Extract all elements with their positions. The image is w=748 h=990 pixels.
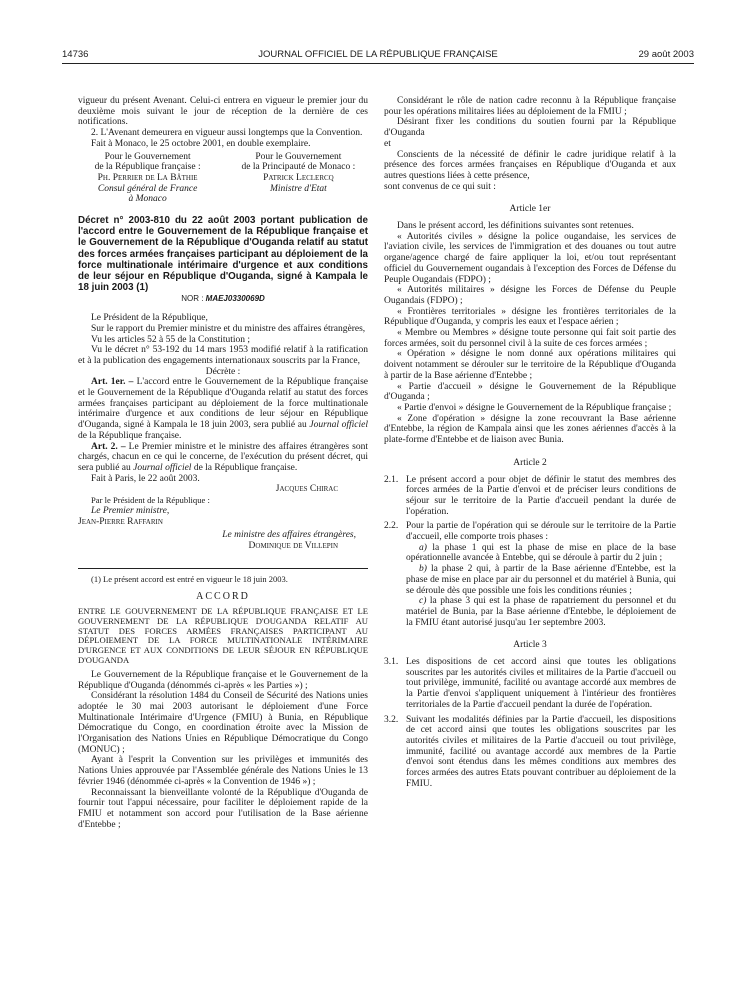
item-label: b): [419, 564, 427, 575]
article-text: de la République française.: [78, 430, 182, 441]
signature-france: [78, 152, 217, 206]
pm-title: Le Premier ministre,: [91, 505, 170, 516]
definition: « Frontières territoriales » désigne les frontières territoriales de la République d'Ouganda, y compris les eaux et l'espace aérien ;: [384, 306, 676, 328]
item-label: a): [419, 542, 427, 553]
page-header: [62, 49, 694, 63]
left-column: [78, 96, 368, 830]
article-label: Art. 2. –: [91, 441, 126, 452]
article-1-title: Article 1er: [509, 204, 551, 215]
item-text: la phase 1 qui est la phase de mise en place de la base opérationnelle avancée à Entebbe, qui se déroule à partir du 2 juin ;: [406, 542, 676, 564]
paragraph: Sur le rapport du Premier ministre et du ministre des affaires étrangères,: [91, 323, 366, 334]
paragraph: Dans le présent accord, les définitions suivantes sont retenues.: [397, 221, 634, 232]
mae-name: Dominique de Villepin: [248, 540, 338, 551]
signatures-monaco: [78, 152, 368, 206]
decrete-label: Décrète :: [205, 366, 241, 377]
paragraph: Le Président de la République,: [91, 313, 208, 324]
footnote: (1) Le présent accord est entré en vigueur le 18 juin 2003.: [91, 573, 288, 584]
journal-title: JOURNAL OFFICIEL DE LA RÉPUBLIQUE FRANÇAISE: [258, 49, 498, 60]
clause-2-2: [384, 521, 676, 628]
article-2-decree: [78, 442, 368, 474]
phase-b: [406, 564, 676, 596]
article-2-title: Article 2: [513, 457, 547, 468]
issue-date: 29 août 2003: [638, 49, 694, 60]
paragraph: sont convenus de ce qui suit :: [384, 181, 496, 192]
mae-title: Le ministre des affaires étrangères,: [222, 530, 356, 541]
journal-ref: Journal officiel: [309, 420, 368, 431]
item-text: la phase 2 qui, à partir de la Base aérienne d'Entebbe, est la phase de mise en place par air du personnel et du matériel à Bunia, qui se déroule dès que possible une fois les conditions réunies ;: [406, 564, 676, 596]
clause-2-1: [384, 475, 676, 518]
journal-ref: Journal officiel: [133, 463, 192, 473]
definition: « Autorités civiles » désigne la police ougandaise, les services de l'aviation civile, les services de l'immigration et des douanes ou tout autre organe/agence chargé de faire appliquer la loi, et/ou tout représentant officiel du Gouvernement ougandais à l'exception des Forces de Défense du Peuple Ougandais (FDPO) ;: [384, 231, 676, 285]
signature-line: de la République française :: [94, 162, 201, 173]
signature-line: Pour le Gouvernement: [255, 151, 342, 162]
definition: « Autorités militaires » désigne les Forces de Défense du Peuple Ougandais (FDPO) ;: [384, 285, 676, 306]
clause-text: Le présent accord a pour objet de définir le statut des membres des forces armées de la Partie d'envoi et de préciser leurs conditions de séjour sur le territoire de la Partie d'accueil pendant la durée de l'opération.: [406, 474, 676, 517]
signatory-title: Consul général de France: [97, 183, 198, 194]
accord-heading: ACCORD: [196, 591, 250, 603]
signatory-name: Ph. Perrier de La Bâthie: [97, 172, 198, 183]
signatory-name: Patrick Leclercq: [263, 172, 334, 183]
definition: « Opération » désigne le nom donné aux opérations militaires qui doivent notamment se dérouler sur le territoire de la République d'Ouganda à partir de la Base aérienne d'Entebbe ;: [384, 349, 676, 381]
signatory-place: à Monaco: [128, 194, 167, 205]
signature-line: de la Principauté de Monaco :: [241, 162, 356, 173]
signatory-chirac: Jacques Chirac: [275, 484, 338, 495]
article-label: Art. 1er. –: [91, 377, 134, 388]
paragraph: Ayant à l'esprit la Convention sur les privilèges et immunités des Nations Unies approuvée par l'Assemblée générale des Nations Unies le 13 février 1946 (dénommée ci-après « la Convention de 1946 ») ;: [78, 755, 368, 787]
accord-subtitle: ENTRE LE GOUVERNEMENT DE LA RÉPUBLIQUE FRANÇAISE ET LE GOUVERNEMENT DE LA RÉPUBLIQUE D'OUGANDA RELATIF AU STATUT DES FORCES ARMÉES FRANÇAISES PARTICIPANT AU DÉPLOIEMENT DE LA FORCE MULTINATIONALE INTÉRIMAIRE D'URGENCE ET AUX CONDITIONS DE LEUR SÉJOUR EN RÉPUBLIQUE D'OUGANDA: [78, 606, 368, 666]
definition: « Partie d'envoi » désigne le Gouvernement de la République française ;: [397, 402, 672, 413]
paragraph: Reconnaissant la bienveillante volonté de la République d'Ouganda de fournir tout l'appui nécessaire, pour faciliter le déploiement rapide de la FMIU et notamment son accord pour l'utilisation de la Base aérienne d'Entebbe ;: [78, 787, 368, 830]
clause-text: Pour la partie de l'opération qui se déroule sur le territoire de la Partie d'accueil, elle comporte trois phases :: [406, 521, 676, 543]
definition: « Membre ou Membres » désigne toute personne qui fait soit partie des forces armées, soit du personnel civil à la suite de ces forces armées ;: [384, 328, 676, 349]
paragraph: Fait à Monaco, le 25 octobre 2001, en double exemplaire.: [91, 138, 311, 149]
item-text: la phase 3 qui est la phase de rapatriement du personnel et du matériel de Bunia, par la Base aérienne d'Entebbe, le déploiement de la FMIU étant autorisé jusqu'au 1er septembre 2003.: [406, 596, 676, 628]
article-1-decree: [78, 377, 368, 441]
definition: « Zone d'opération » désigne la zone recouvrant la Base aérienne d'Entebbe, la région de Kampala ainsi que les zones aériennes d'accès à la plate-forme d'Entebbe et de liaison avec Bunia.: [384, 413, 676, 446]
article-text: de la République française.: [191, 463, 298, 473]
clause-number: 3.1.: [384, 657, 399, 668]
page-number: 14736: [62, 49, 89, 60]
signatory-title: Ministre d'Etat: [269, 183, 327, 194]
paragraph: Le Gouvernement de la République française et le Gouvernement de la République d'Ouganda (dénommés ci-après « les Parties ») ;: [78, 669, 368, 691]
fait-paris: Fait à Paris, le 22 août 2003.: [91, 473, 200, 484]
footnote-rule: [78, 568, 368, 569]
paragraph: et: [384, 138, 391, 149]
clause-text: Les dispositions de cet accord ainsi que toutes les obligations souscrites par les autorités civiles et militaires de la Partie d'accueil ou tout privilège, immunité, facilité ou avantage accordé aux membres de la Partie d'envoi s'appliquent uniquement à l'intérieur des frontières territoriales de la Partie d'accueil pendant la durée de l'opération.: [406, 657, 676, 710]
clause-3-1: [384, 657, 676, 711]
article-text: L'accord entre le Gouvernement de la République française et le Gouvernement de la République d'Ouganda relatif au statut des forces armées françaises participant au déploiement de la force multinationale intérimaire d'urgence et aux conditions de leur séjour en République d'Ouganda, signé à Kampala le 18 juin 2003, sera publié au: [78, 377, 368, 431]
nor-code: MAEJ0330069D: [205, 294, 265, 304]
nor-reference: [78, 294, 368, 305]
clause-number: 3.2.: [384, 714, 399, 725]
article-text: Le Premier ministre et le ministre des affaires étrangères sont chargés, chacun en ce qui le concerne, de l'exécution du présent décret, qui sera publié au: [78, 441, 368, 473]
clause-text: Suivant les modalités définies par la Partie d'accueil, les dispositions de cet accord ainsi que toutes les obligations souscrites par les autorités civiles et militaires de la Partie d'accueil ou tout privilège, immunité, facilité ou avantage accordé aux membres de la Partie d'envoi sont étendus dans les mêmes conditions aux membres des forces armées des autres Etats pouvant contribuer au déploiement de la FMIU.: [406, 714, 676, 789]
paragraph: Vu les articles 52 à 55 de la Constitution ;: [91, 334, 251, 345]
paragraph: Considérant la résolution 1484 du Conseil de Sécurité des Nations unies adoptée le 30 mai 2003 autorisant le déploiement d'une Force Multinationale Intérimaire d'Urgence (FMIU) à Bunia, en République Démocratique du Congo, en coordination étroite avec la Mission de l'Organisation des Nations Unies en République Démocratique du Congo (MONUC) ;: [78, 691, 368, 755]
phase-c: [406, 596, 676, 628]
right-column: [384, 96, 676, 789]
clause-number: 2.2.: [384, 521, 399, 532]
article-3-title: Article 3: [513, 640, 547, 651]
paragraph: Conscients de la nécessité de définir le cadre juridique relatif à la présence des forces armées françaises en République d'Ouganda et aux autres questions liées à cette présence,: [384, 149, 676, 181]
clause-3-2: [384, 715, 676, 790]
pm-name: Jean-Pierre Raffarin: [78, 516, 163, 527]
paragraph: vigueur du présent Avenant. Celui-ci entrera en vigueur le premier jour du deuxième mois suivant le jour de réception de la dernière de ces notifications.: [78, 96, 368, 128]
definition: « Partie d'accueil » désigne le Gouvernement de la République d'Ouganda ;: [384, 381, 676, 403]
signature-monaco: [229, 152, 368, 206]
paragraph: 2. L'Avenant demeurera en vigueur aussi longtemps que la Convention.: [91, 128, 363, 139]
signature-line: Pour le Gouvernement: [104, 151, 191, 162]
decree-title: Décret n° 2003-810 du 22 août 2003 portant publication de l'accord entre le Gouvernement de la République française et le Gouvernement de la République d'Ouganda relatif au statut des forces armées françaises participant au déploiement de la force multinationale intérimaire d'urgence et aux conditions de leur séjour en République d'Ouganda, signé à Kampala le 18 juin 2003 (1): [78, 215, 368, 294]
nor-label: NOR :: [181, 294, 204, 304]
phase-a: [406, 543, 676, 564]
paragraph: Désirant fixer les conditions du soutien fourni par la République d'Ouganda: [384, 117, 676, 139]
clause-number: 2.1.: [384, 474, 399, 485]
par-president: Par le Président de la République :: [91, 495, 210, 506]
paragraph: Vu le décret n° 53-192 du 14 mars 1953 modifié relatif à la ratification et à la publication des engagements internationaux souscrits par la France,: [78, 345, 368, 366]
item-label: c): [419, 596, 427, 607]
header-rule: [62, 63, 694, 64]
paragraph: Considérant le rôle de nation cadre reconnu à la République française pour les opérations militaires liées au déploiement de la FMIU ;: [384, 96, 676, 117]
